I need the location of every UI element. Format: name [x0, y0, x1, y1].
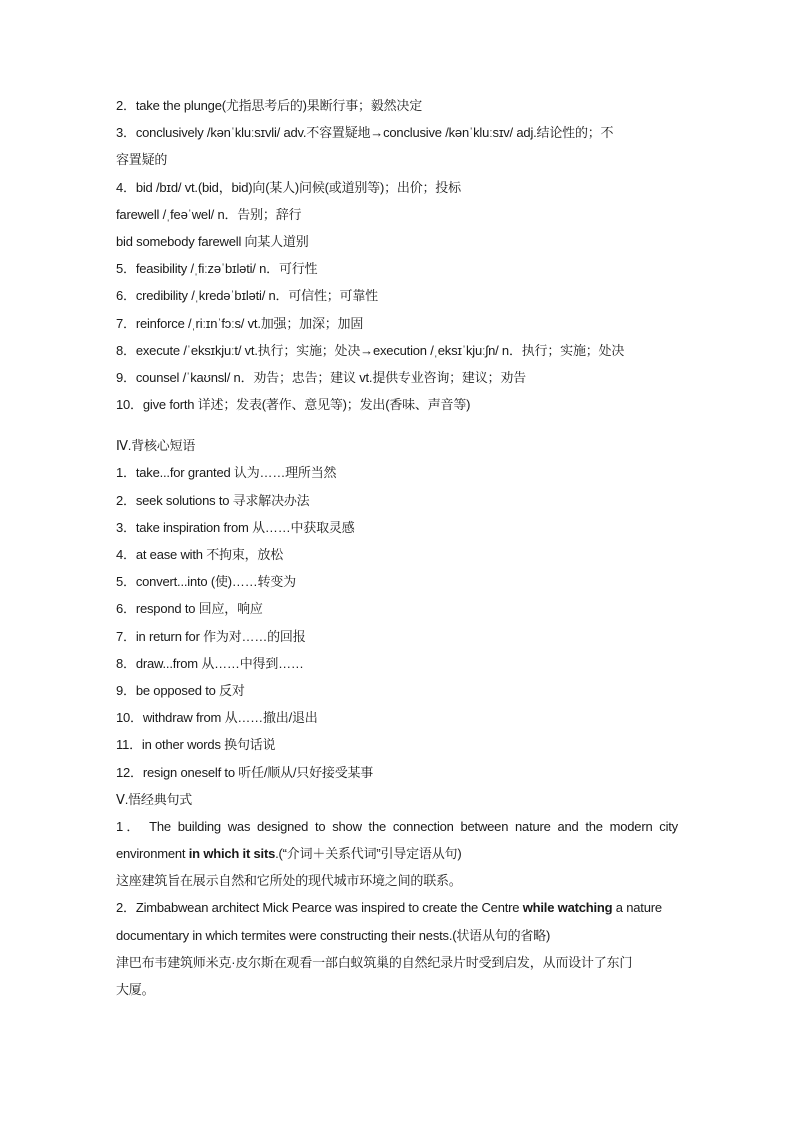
sentence-1-line-1: 1． The building was designed to show the connection between nature and the modern city [116, 818, 678, 834]
sentence-2-pre: 2．Zimbabwean architect Mick Pearce was inspired to create the Centre [116, 900, 523, 916]
phrase-item: 4．at ease with 不拘束，放松 [116, 547, 284, 562]
sentence-2-line-2: documentary in which termites were constructing their nests.(状语从句的省略) [116, 927, 551, 943]
vocab-item-2: 2．take the plunge(尤指思考后的)果断行事；毅然决定 [116, 98, 422, 113]
vocab-item-8: 8．execute /ˈeksɪkjuːt/ vt.执行；实施；处决→execution /ˌeksɪˈkjuːʃn/ n．执行；实施；处决 [116, 342, 625, 358]
vocab-item-3-cont: 容置疑的 [116, 152, 168, 168]
vocab-item-6: 6．credibility /ˌkredəˈbɪləti/ n．可信性；可靠性 [116, 288, 378, 304]
phrase-item: 6．respond to 回应，响应 [116, 601, 263, 617]
vocab-item-4-phrase: bid somebody farewell 向某人道别 [116, 233, 309, 249]
sentence-2-post: a nature [612, 900, 662, 916]
phrase-item: 3．take inspiration from 从……中获取灵感 [116, 519, 355, 535]
phrase-item: 8．draw...from 从……中得到…… [116, 655, 304, 671]
phrase-item: 2．seek solutions to 寻求解决办法 [116, 492, 310, 508]
document-page [116, 92, 678, 1003]
phrase-item: 12．resign oneself to 听任/顺从/只好接受某事 [116, 764, 374, 780]
sentence-2-translation-2: 大厦。 [116, 982, 155, 997]
section-gap [116, 418, 678, 432]
vocab-item-5: 5．feasibility /ˌfiːzəˈbɪləti/ n．可行性 [116, 261, 318, 277]
phrase-item: 9．be opposed to 反对 [116, 682, 245, 698]
sentence-1-line-2 [116, 840, 678, 867]
vocab-item-3: 3．conclusively /kənˈkluːsɪvli/ adv.不容置疑地→conclusive /kənˈkluːsɪv/ adj.结论性的；不 [116, 125, 614, 141]
sentence-1-note: .(“介词＋关系代词”引导定语从句) [275, 846, 462, 862]
vocab-item-10: 10．give forth 详述；发表(著作、意见等)；发出(香味、声音等) [116, 397, 471, 413]
sentence-2-translation-1: 津巴布韦建筑师米克·皮尔斯在观看一部白蚁筑巢的自然纪录片时受到启发，从而设计了东门 [116, 954, 633, 970]
vocab-item-7: 7．reinforce /ˌriːɪnˈfɔːs/ vt.加强；加深；加固 [116, 315, 364, 331]
phrase-item: 1．take...for granted 认为……理所当然 [116, 465, 337, 481]
sentences-heading: Ⅴ.悟经典句式 [116, 791, 193, 807]
sentence-1-translation: 这座建筑旨在展示自然和它所处的现代城市环境之间的联系。 [116, 873, 462, 889]
sentence-1-bold: in which it sits [188, 846, 276, 862]
phrases-heading: Ⅳ.背核心短语 [116, 438, 196, 454]
vocab-item-4-farewell: farewell /ˌfeəˈwel/ n．告别；辞行 [116, 206, 302, 222]
sentence-2-line-1 [116, 894, 678, 921]
sentence-1-pre: environment [116, 846, 189, 862]
vocab-item-9: 9．counsel /ˈkaʊnsl/ n．劝告；忠告；建议 vt.提供专业咨询；建议；劝告 [116, 369, 526, 385]
phrase-item: 7．in return for 作为对……的回报 [116, 628, 306, 644]
phrase-item: 11．in other words 换句话说 [116, 737, 276, 753]
vocab-item-4: 4．bid /bɪd/ vt.(bid，bid)向(某人)问候(或道别等)；出价；投标 [116, 179, 461, 195]
sentence-2-bold: while watching [522, 900, 613, 916]
phrase-item: 5．convert...into (使)……转变为 [116, 574, 296, 590]
phrase-item: 10．withdraw from 从……撤出/退出 [116, 710, 318, 726]
